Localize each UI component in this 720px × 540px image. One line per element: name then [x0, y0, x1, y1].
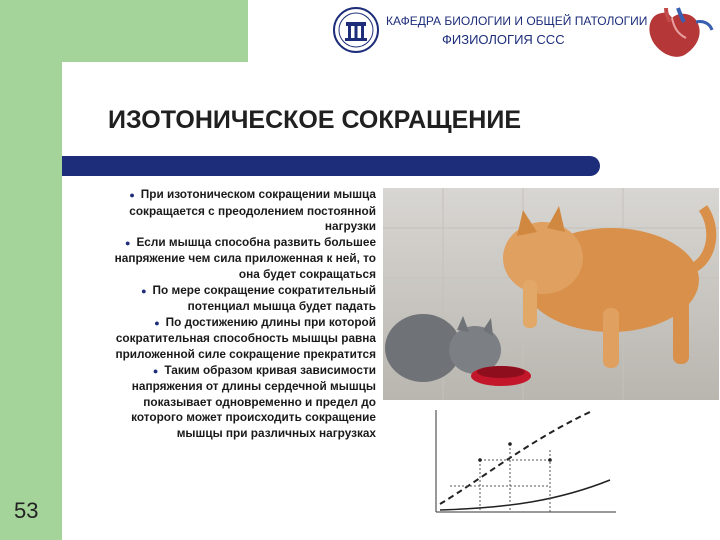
bullet-icon: ● — [154, 317, 160, 328]
logo-icon — [332, 6, 380, 54]
page-number: 53 — [14, 498, 39, 523]
bullet-list — [96, 187, 376, 442]
bullet-icon: ● — [141, 285, 147, 296]
heart-icon — [638, 4, 716, 62]
cats-photo — [383, 188, 719, 400]
bullet-icon: ● — [125, 237, 131, 248]
title-divider-bar — [62, 156, 600, 176]
list-item: ● Если мышца способна развить большее напряжение чем сила приложенная к ней, то она будет сокращаться — [114, 234, 376, 281]
header-department: КАФЕДРА БИОЛОГИИ И ОБЩЕЙ ПАТОЛОГИИ — [386, 14, 648, 28]
list-item: ● При изотоническом сокращении мышца сокращается с преодолением постоянной нагрузки — [129, 187, 376, 234]
bullet-icon: ● — [152, 365, 159, 376]
bullet-icon: ● — [129, 190, 135, 200]
length-tension-graph — [420, 400, 620, 530]
side-green-bar — [0, 0, 62, 540]
list-item: ● Таким образом кривая зависимости напряжения от длины сердечной мышцы показывает одновременно и предел до которого может происходить сокращение мышцы при различных нагрузках — [131, 362, 376, 440]
list-item: ● По мере сокращение сократительный потенциал мышца будет падать — [141, 282, 376, 314]
slide-title: ИЗОТОНИЧЕСКОЕ СОКРАЩЕНИЕ — [108, 106, 522, 134]
header-subject: ФИЗИОЛОГИЯ ССС — [442, 32, 565, 47]
list-item: ● По достижению длины при которой сократительная способность мышцы равна приложенной силе сокращение прекратится — [115, 314, 376, 361]
top-green-bar — [0, 0, 248, 62]
